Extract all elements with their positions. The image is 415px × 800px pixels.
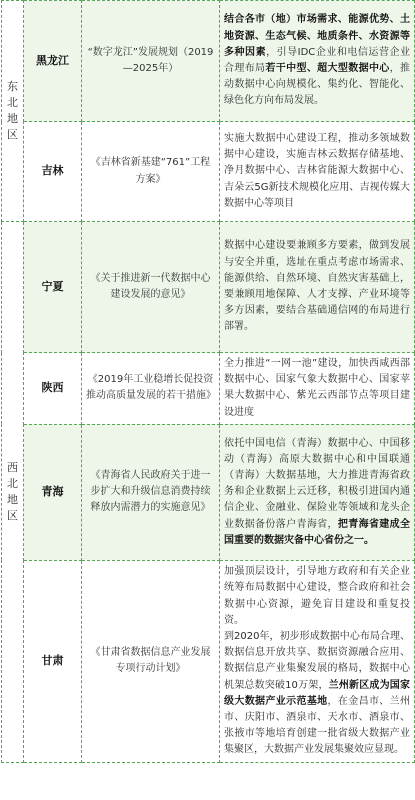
province-cell: 吉林: [24, 122, 82, 222]
detail-text: 数据中心建设要兼顾多方要素，做到发展与安全并重，选址在重点考虑市场需求、能源供给、自然环境、自然灾害基础上，要兼顾用地保障、人才支撑、产业环境等多方因素，要结合基础通信网的布局进行部署。: [224, 240, 410, 333]
province-cell: 陕西: [24, 353, 82, 425]
province-cell: 甘肃: [24, 560, 82, 762]
table-row: [2, 560, 415, 762]
province-cell: 青海: [24, 424, 82, 560]
detail-cell: [220, 560, 415, 762]
region-cell-northwest: 西北地区: [2, 222, 24, 763]
table-row: [2, 353, 415, 425]
table-row: [2, 424, 415, 560]
policy-cell: 《吉林省新基建“761”工程方案》: [82, 122, 220, 222]
province-cell: 宁夏: [24, 222, 82, 353]
policy-cell: 《2019年工业稳增长促投资推动高质量发展的若干措施》: [82, 353, 220, 425]
detail-text: ，引导IDC企业和电信运营企业合理布局: [224, 46, 410, 74]
detail-text: 加强顶层设计，引导地方政府和有关企业统筹布局数据中心建设，整合政府和社会数据中心资源，避免盲目建设和重复投资。: [224, 566, 410, 626]
detail-text: 依托中国电信（青海）数据中心、中国移动（青海）高原大数据中心和中国联通（青海）大数据基地，大力推进青海省政务和企业数据上云迁移，积极引进国内通信企业、金融业、保险业等领域和龙头企业数据备份落户青海省，: [224, 437, 410, 530]
table-row: [2, 222, 415, 353]
detail-text: ，在金昌市、兰州市、庆阳市、酒泉市、天水市、酒泉市、张掖市等地培育创建一批省级大数据产业集聚区，大数据产业发展集聚效应显现。: [224, 695, 411, 756]
detail-cell: [220, 1, 415, 122]
detail-highlight: 结合各市（地）市场需求、能源优势、土地资源、生态气候、地质条件、水资源等多种因素: [224, 14, 410, 58]
policy-cell: 《甘肃省数据信息产业发展专项行动计划》: [82, 560, 220, 762]
policy-table: [1, 0, 415, 763]
detail-text: ，推动数据中心向规模化、集约化、智能化、绿色化方向布局发展。: [224, 63, 411, 107]
detail-text: 到2020年，初步形成数据中心布局合理、数据信息开放共享、数据资源融合应用、数据信息产业集聚发展的格局，数据中心机架总数突破10万架，: [224, 630, 410, 691]
table-row: [2, 1, 415, 122]
detail-highlight: 若干中型、超大型数据中心: [265, 63, 390, 74]
policy-cell: 《青海省人民政府关于进一步扩大和升级信息消费持续释放内需潜力的实施意见》: [82, 424, 220, 560]
policy-cell: “数字龙江”发展规划（2019—2025年）: [82, 1, 220, 122]
province-cell: 黑龙江: [24, 1, 82, 122]
region-cell-northeast: 东北地区: [2, 1, 24, 222]
detail-cell: [220, 222, 415, 353]
detail-text: 全力推进“一网一池”建设，加快西咸西部数据中心、国家气象大数据中心、国家苹果大数据中心、紫光云西部节点等项目建设进度: [224, 358, 410, 418]
policy-cell: 《关于推进新一代数据中心建设发展的意见》: [82, 222, 220, 353]
detail-cell: [220, 353, 415, 425]
detail-text: 实施大数据中心建设工程，推动多领域数据中心建设，实施吉林云数据存储基地、净月数据中心、吉林省能源大数据中心、吉朵云5G新技术规模化应用、吉视传媒大数据中心等项目: [224, 132, 410, 209]
detail-highlight: 兰州新区成为国家级大数据产业示范基地: [224, 679, 411, 707]
detail-cell: [220, 122, 415, 222]
detail-cell: [220, 424, 415, 560]
detail-highlight: 把青海省建成全国重要的数据灾备中心省份之一。: [224, 518, 411, 546]
table-row: [2, 122, 415, 222]
